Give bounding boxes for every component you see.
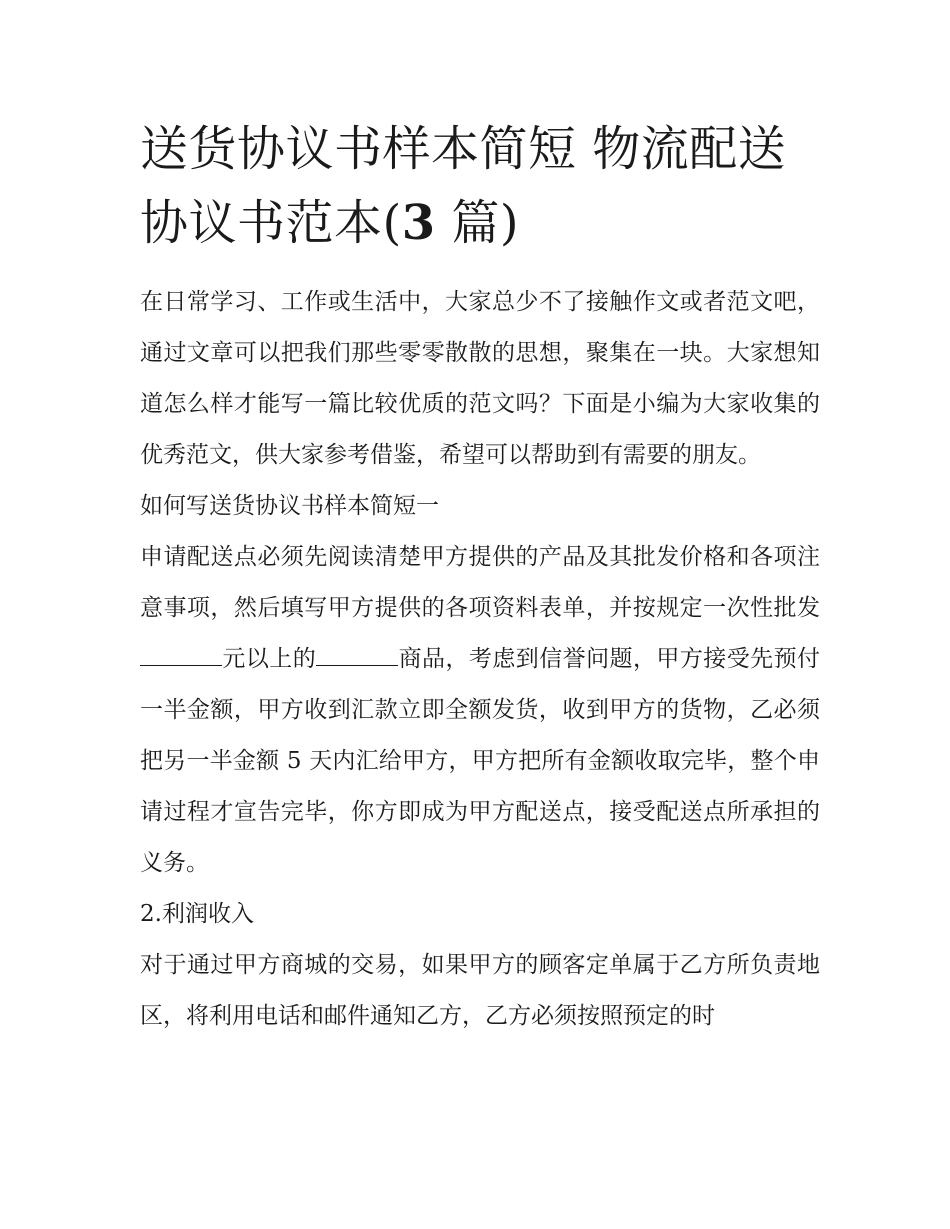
paragraph-application — [140, 532, 820, 889]
fill-blank-goods — [316, 645, 398, 666]
fill-blank-amount — [140, 645, 222, 666]
paragraph-text: 申请配送点必须先阅读清楚甲方提供的产品及其批发价格和各项注意事项，然后填写甲方提供的各项资料表单，并按规定一次性批发 — [140, 544, 820, 621]
intro-paragraph: 在日常学习、工作或生活中，大家总少不了接触作文或者范文吧，通过文章可以把我们那些零零散散的思想，聚集在一块。大家想知道怎么样才能写一篇比较优质的范文吗？下面是小编为大家收集的优秀范文，供大家参考借鉴，希望可以帮助到有需要的朋友。 — [140, 289, 820, 468]
item-heading: 2.利润收入 — [140, 901, 254, 927]
title-text-part2: 篇) — [435, 195, 520, 251]
document-title — [140, 112, 830, 260]
paragraph-text: 元以上的 — [222, 646, 317, 672]
section-heading: 如何写送货协议书样本简短一 — [140, 493, 439, 519]
document-body — [140, 277, 820, 1042]
title-text-part1: 送货协议书样本简短 物流配送协议书范本( — [140, 121, 787, 251]
title-number: 3 — [401, 195, 436, 251]
paragraph-profit: 对于通过甲方商城的交易，如果甲方的顾客定单属于乙方所负责地区，将利用电话和邮件通知乙方，乙方必须按照预定的时 — [140, 952, 820, 1029]
paragraph-text: 商品，考虑到信誉问题，甲方接受先预付一半金额，甲方收到汇款立即全额发货，收到甲方的货物，乙必须把另一半金额 5 天内汇给甲方，甲方把所有金额收取完毕，整个申请过程才宣告完毕，你方即成为甲方配送点，接受配送点所承担的义务。 — [140, 646, 821, 876]
